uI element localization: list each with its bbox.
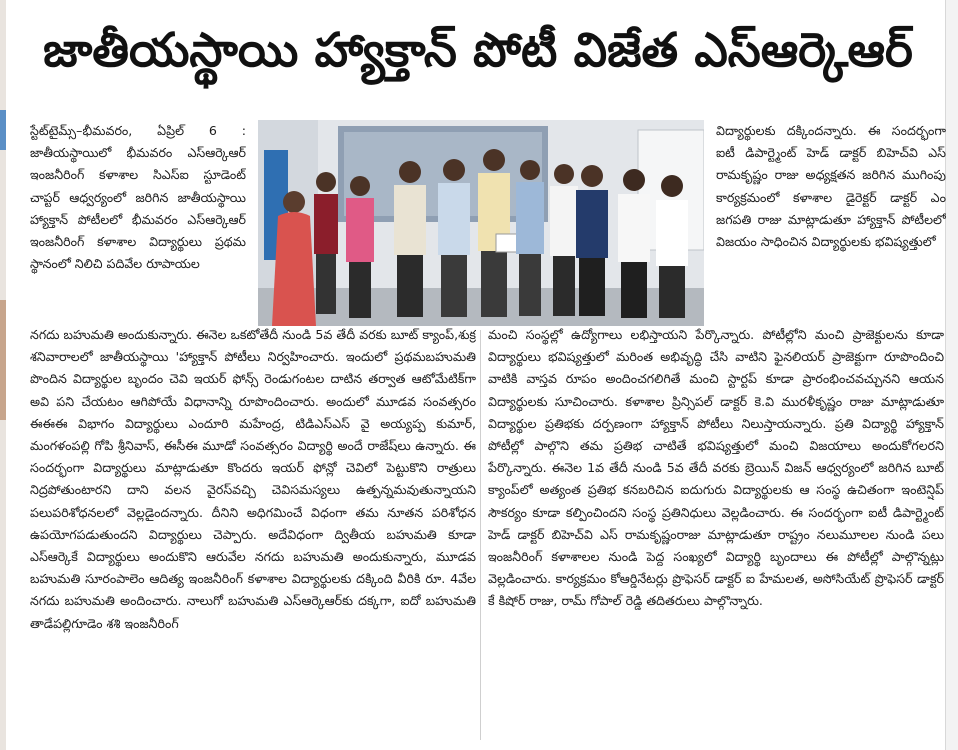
article-column-bottom-right [488,324,944,744]
headline: జాతీయస్థాయి హ్యాక్తాన్ పోటీ విజేత ఎస్ఆర్కెఆర్ [43,23,913,78]
news-photo [258,120,704,326]
edge-mark [0,300,6,420]
paragraph: మంచి సంస్థల్లో ఉద్యోగాలు లభిస్తాయని పేర్కొన్నారు. పోటీల్లోని మంచి ప్రాజెక్టులను కూడా విద్యార్థులు భవిష్యత్తులో మరింత అభివృద్ధి చేసి వాటిని ఫైనలియర్ ప్రాజెక్టుగా రూపొందించి వాటికి వాస్తవ రూపం అందించగలిగితే మంచి స్టార్టప్ కూడా ప్రారంభించవచ్చునని ఆయన విద్యార్థులకు సూచించారు. కళాశాల ప్రిన్సిపల్ డాక్టర్ కె.వి మురళీకృష్ణం రాజు మాట్లాడుతూ విద్యార్థుల ప్రతిభకు దర్పణంగా హ్యాక్తాన్ పోటీలు నిలుస్తాయన్నారు. ప్రతి విద్యార్థి హ్యాక్తాన్ పోటీల్లో పాల్గొని తమ ప్రతిభ చాటితే భవిష్యత్తులో మంచి విజయాలు అందుకోగలరని పేర్కొన్నారు. ఈనెల 1వ తేదీ నుండి 5వ తేదీ వరకు బ్రెయిన్ విజన్ ఆధ్వర్యంలో జరిగిన బూట్ క్యాంప్‌లో అత్యంత ప్రతిభ కనబరిచిన ఐదుగురు విద్యార్థులకు ఆ సంస్థ ఉచితంగా ఇంటెన్షిప్ సౌకర్యం కూడా కల్పించిందని సంస్థ ప్రతినిధులు వెల్లడించారు. ఈ సందర్భంగా ఐటీ డిపార్ట్మెంట్ హెడ్ డాక్టర్ బిహెచ్‌వి ఎస్ రామకృష్ణంరాజు మాట్లాడుతూ రాష్ట్రం నలుమూలల నుండి పలు ఇంజనీరింగ్ కళాశాలల నుండి పెద్ద సంఖ్యలో విద్యార్థి బృందాలు ఈ పోటీల్లో పాల్గొన్నట్లు వెల్లడించారు. కార్యక్రమం కోఆర్డినేటర్లు ప్రొఫెసర్ డాక్టర్ ఐ హేమలత, అసోసియేట్ ప్రొఫెసర్ డాక్టర్ కే కిషోర్ రాజు, రామ్ గోపాల్ రెడ్డి తదితరులు పాల్గొన్నారు. [488,327,944,609]
column-divider [480,330,481,740]
page-edge-left [0,0,6,750]
page-edge-right [945,0,958,750]
paragraph: స్టేట్‌టైమ్స్–భీమవరం, ఏప్రిల్ 6 : జాతీయస్థాయిలో భీమవరం ఎస్ఆర్కెఆర్ ఇంజనీరింగ్ కళాశాల సిఎస్ఐ స్టూడెంట్ చాప్టర్ ఆధ్వర్యంలో జరిగిన జాతీయస్థాయి హ్యాక్తాన్ పోటీలలో భీమవరం ఎస్ఆర్కెఆర్ ఇంజనీరింగ్ కళాశాల విద్యార్థులు ప్రథమ స్థానంలో నిలిచి పదివేల రూపాయల [30,123,246,272]
article-column-top-right [716,120,946,332]
paragraph: నగదు బహుమతి అందుకున్నారు. ఈనెల ఒకటోతేదీ నుండి 5వ తేదీ వరకు బూట్ క్యాంప్,శుక్ర శనివారాలలో జాతీయస్థాయి 'హ్యాక్తాన్ పోటీలు నిర్వహించారు. ఇందులో ప్రథమబహుమతి పొందిన విద్యార్థుల బృందం చెవి ఇయర్ ఫోన్స్ రెండుగంటల దాటిన తర్వాత ఆటోమేటిక్‌గా అవి పని చేయటం ఆగిపోయే విధానాన్ని రూపొందించారు. అందులో మూడవ సంవత్సరం ఈఈఈ విభాగం విద్యార్థులు ఎందూరి మహేంద్ర, టిడిఎస్ఎస్ వై అయ్యప్ప కుమార్, మంగళంపల్లి గోపి శ్రీనివాస్, ఈసీఈ మూడో సంవత్సరం విద్యార్థి అందే రాజేష్‌లు ఉన్నారు. ఈ సందర్భంగా విద్యార్థులు మాట్లాడుతూ కొందరు ఇయర్ ఫోన్లో చెవిలో పెట్టుకొని రాత్రులు నిద్రపోతుంటారని దాని వలన వైరస్‌వచ్చి చెవిసమస్యలు ఉత్పన్నమవుతున్నాయని పలుపరిశోధనలలో వెల్లడైందన్నారు. దీనిని అధిగమించే విధంగా తమ నూతన పరిశోధన ఉపయోగపడుతుందని విద్యార్థులు చెప్పారు. అదేవిధంగా ద్వితీయ బహుమతి కూడా ఎస్ఆర్కెకే విద్యార్థులు అందుకొని ఆరువేల నగదు బహుమతి అందుకున్నారు, మూడవ బహుమతి సూరంపాలెం ఆదిత్య ఇంజనీరింగ్ కళాశాల విద్యార్థులకు దక్కింది వీరికి రూ. 4వేల నగదు బహుమతి అందించారు. నాలుగో బహుమతి ఎస్ఆర్కెఆర్‌కు దక్కగా, ఐదో బహుమతి తాడేపల్లిగూడెం శశి ఇంజనీరింగ్ [30,327,476,631]
edge-mark [0,110,6,150]
paragraph: విద్యార్థులకు దక్కిందన్నారు. ఈ సందర్భంగా ఐటీ డిపార్ట్మెంట్ హెడ్ డాక్టర్ బిహెచ్‌వి ఎస్ రామకృష్ణం రాజు అధ్యక్షతన జరిగిన ముగింపు కార్యక్రమంలో కళాశాల డైరెక్టర్ డాక్టర్ ఎం జగపతి రాజు మాట్లాడుతూ హ్యాక్తాన్ పోటీలలో విజయం సాధించిన విద్యార్థులకు భవిష్యత్తులో [716,123,946,250]
group-photo-icon [258,120,704,326]
article-column-top-left [30,120,246,332]
article-column-bottom-left [30,324,476,744]
